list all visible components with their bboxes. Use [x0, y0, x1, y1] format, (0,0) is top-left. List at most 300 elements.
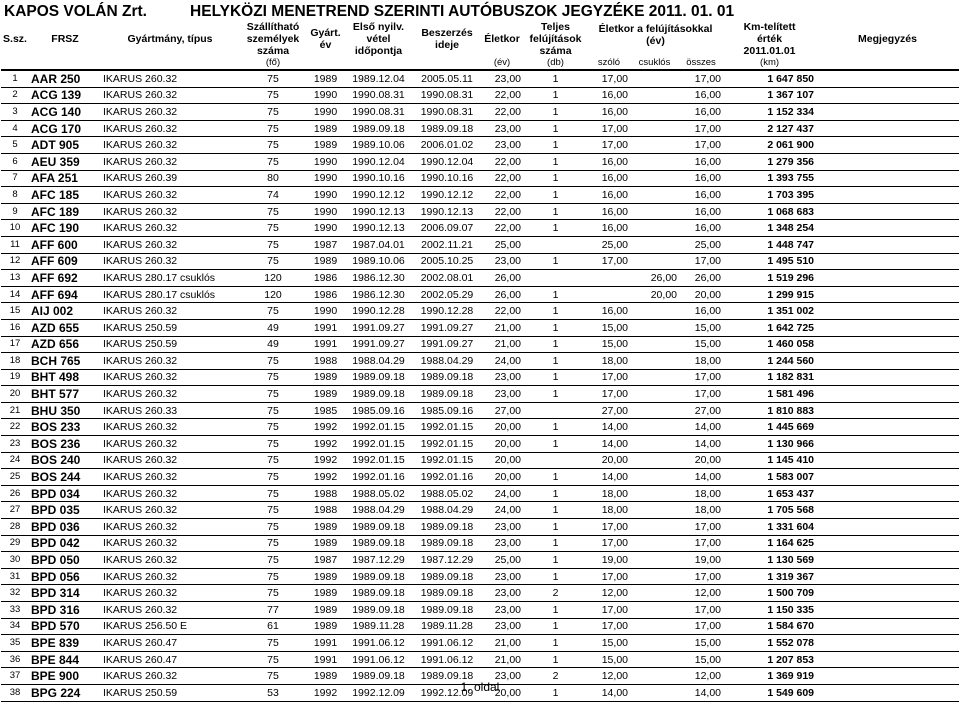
header-spacer-cell	[588, 49, 723, 57]
table-row	[1, 469, 959, 486]
acquisition-date: 1989.09.18	[413, 585, 481, 602]
age-total: 20,00	[679, 286, 723, 303]
plate-number: AFC 190	[29, 220, 101, 237]
remark	[816, 436, 959, 453]
acquisition-date: 1989.09.18	[413, 668, 481, 685]
capacity: 75	[239, 502, 307, 519]
renovation-count: 1	[523, 120, 588, 137]
km-value: 1 150 335	[723, 602, 816, 619]
row-number: 14	[1, 286, 29, 303]
age: 23,00	[481, 535, 523, 552]
plate-number: BOS 236	[29, 436, 101, 453]
row-number: 31	[1, 568, 29, 585]
km-value: 1 182 831	[723, 369, 816, 386]
km-value: 1 207 853	[723, 651, 816, 668]
km-value: 1 549 609	[723, 684, 816, 701]
remark	[816, 585, 959, 602]
remark	[816, 602, 959, 619]
build-year: 1986	[307, 270, 344, 287]
build-year: 1988	[307, 502, 344, 519]
age-total: 17,00	[679, 369, 723, 386]
row-number: 24	[1, 452, 29, 469]
age-solo: 14,00	[588, 684, 630, 701]
company-name: KAPOS VOLÁN Zrt.	[4, 3, 147, 20]
capacity: 75	[239, 436, 307, 453]
km-value: 1 583 007	[723, 469, 816, 486]
build-year: 1992	[307, 684, 344, 701]
renovation-count: 1	[523, 568, 588, 585]
capacity: 75	[239, 651, 307, 668]
age-solo: 17,00	[588, 618, 630, 635]
acquisition-date: 1985.09.16	[413, 402, 481, 419]
build-year: 1989	[307, 618, 344, 635]
table-row	[1, 270, 959, 287]
table-row	[1, 153, 959, 170]
renovation-count: 1	[523, 436, 588, 453]
unit-empty	[29, 57, 101, 70]
age: 22,00	[481, 153, 523, 170]
build-year: 1991	[307, 336, 344, 353]
plate-number: AZD 655	[29, 319, 101, 336]
bus-type: IKARUS 250.59	[101, 336, 239, 353]
age-articulated	[630, 469, 679, 486]
renovation-count: 1	[523, 618, 588, 635]
remark	[816, 70, 959, 87]
capacity: 75	[239, 253, 307, 270]
row-number: 33	[1, 602, 29, 619]
col-eletkor: Életkor	[484, 33, 520, 45]
first-registration: 1989.09.18	[344, 668, 413, 685]
first-registration: 1989.09.18	[344, 535, 413, 552]
first-registration: 1990.12.13	[344, 220, 413, 237]
age-total: 14,00	[679, 419, 723, 436]
age-solo	[588, 286, 630, 303]
table-row	[1, 120, 959, 137]
plate-number: BPE 839	[29, 635, 101, 652]
age-solo	[588, 270, 630, 287]
col-gyart-line1: Gyárt.	[310, 27, 341, 39]
plate-number: ACG 139	[29, 87, 101, 104]
bus-type: IKARUS 260.32	[101, 104, 239, 121]
km-value: 2 061 900	[723, 137, 816, 154]
unit-empty	[307, 57, 344, 70]
km-value: 1 130 966	[723, 436, 816, 453]
age: 22,00	[481, 187, 523, 204]
plate-number: BPD 034	[29, 485, 101, 502]
acquisition-date: 1991.06.12	[413, 651, 481, 668]
km-value: 1 351 002	[723, 303, 816, 320]
km-value: 1 130 569	[723, 552, 816, 569]
table-row	[1, 436, 959, 453]
age-total: 17,00	[679, 70, 723, 87]
plate-number: BPE 900	[29, 668, 101, 685]
plate-number: ADT 905	[29, 137, 101, 154]
bus-type: IKARUS 260.32	[101, 452, 239, 469]
col-eletkor-fel	[588, 21, 723, 49]
age: 22,00	[481, 170, 523, 187]
renovation-count: 1	[523, 220, 588, 237]
plate-number: BPE 844	[29, 651, 101, 668]
age-solo: 15,00	[588, 651, 630, 668]
age-total: 15,00	[679, 336, 723, 353]
bus-type: IKARUS 250.59	[101, 319, 239, 336]
age: 24,00	[481, 502, 523, 519]
col-teljes-line2: felújítások	[529, 33, 582, 45]
table-row	[1, 402, 959, 419]
col-eletkor-fel-line1: Életkor a felújításokkal	[598, 23, 713, 35]
km-value: 1 500 709	[723, 585, 816, 602]
age-total: 18,00	[679, 502, 723, 519]
renovation-count: 1	[523, 137, 588, 154]
table-row	[1, 602, 959, 619]
age: 21,00	[481, 651, 523, 668]
age-solo: 16,00	[588, 303, 630, 320]
plate-number: BHT 498	[29, 369, 101, 386]
first-registration: 1992.12.09	[344, 684, 413, 701]
remark	[816, 568, 959, 585]
age-solo: 15,00	[588, 635, 630, 652]
age-articulated	[630, 651, 679, 668]
km-value: 1 448 747	[723, 236, 816, 253]
km-value: 1 319 367	[723, 568, 816, 585]
plate-number: BPG 224	[29, 684, 101, 701]
km-value: 1 653 437	[723, 485, 816, 502]
plate-number: AEU 359	[29, 153, 101, 170]
capacity: 75	[239, 419, 307, 436]
age-total: 18,00	[679, 353, 723, 370]
age-solo: 17,00	[588, 253, 630, 270]
age: 23,00	[481, 602, 523, 619]
age-total: 19,00	[679, 552, 723, 569]
capacity: 75	[239, 535, 307, 552]
renovation-count: 1	[523, 203, 588, 220]
km-value: 1 331 604	[723, 519, 816, 536]
age-solo: 15,00	[588, 319, 630, 336]
row-number: 12	[1, 253, 29, 270]
table-row	[1, 87, 959, 104]
remark	[816, 386, 959, 403]
unit-km: (km)	[723, 57, 816, 70]
capacity: 75	[239, 402, 307, 419]
acquisition-date: 1990.08.31	[413, 104, 481, 121]
col-szallithato-line3: száma	[256, 45, 290, 57]
remark	[816, 552, 959, 569]
plate-number: BPD 050	[29, 552, 101, 569]
km-value: 1 705 568	[723, 502, 816, 519]
first-registration: 1992.01.15	[344, 452, 413, 469]
age-total: 17,00	[679, 386, 723, 403]
age-solo: 17,00	[588, 535, 630, 552]
age-solo: 14,00	[588, 436, 630, 453]
units-row	[1, 57, 959, 70]
acquisition-date: 1989.09.18	[413, 120, 481, 137]
bus-type: IKARUS 260.32	[101, 535, 239, 552]
capacity: 75	[239, 585, 307, 602]
build-year: 1989	[307, 120, 344, 137]
row-number: 18	[1, 353, 29, 370]
plate-number: BPD 035	[29, 502, 101, 519]
row-number: 16	[1, 319, 29, 336]
row-number: 38	[1, 684, 29, 701]
row-number: 11	[1, 236, 29, 253]
age-articulated	[630, 303, 679, 320]
age: 25,00	[481, 552, 523, 569]
col-teljes-line1: Teljes	[541, 21, 570, 33]
renovation-count: 1	[523, 502, 588, 519]
age: 22,00	[481, 303, 523, 320]
col-eletkor-fel-line2: (év)	[646, 35, 665, 47]
plate-number: BPD 056	[29, 568, 101, 585]
age-total: 25,00	[679, 236, 723, 253]
age: 24,00	[481, 485, 523, 502]
age-total: 16,00	[679, 220, 723, 237]
plate-number: BOS 244	[29, 469, 101, 486]
age-total: 14,00	[679, 436, 723, 453]
age-total: 17,00	[679, 602, 723, 619]
acquisition-date: 1988.04.29	[413, 353, 481, 370]
plate-number: BPD 036	[29, 519, 101, 536]
age-solo: 16,00	[588, 104, 630, 121]
table-row	[1, 303, 959, 320]
age-solo: 17,00	[588, 120, 630, 137]
bus-type: IKARUS 260.32	[101, 120, 239, 137]
table-row	[1, 170, 959, 187]
bus-type: IKARUS 260.32	[101, 602, 239, 619]
col-km-line3: 2011.01.01	[743, 45, 796, 57]
remark	[816, 336, 959, 353]
bus-type: IKARUS 260.32	[101, 253, 239, 270]
first-registration: 1989.09.18	[344, 369, 413, 386]
col-szallithato-line2: személyek	[246, 33, 300, 45]
unit-osszes: összes	[679, 57, 723, 70]
capacity: 75	[239, 386, 307, 403]
first-registration: 1992.01.16	[344, 469, 413, 486]
row-number: 37	[1, 668, 29, 685]
row-number: 35	[1, 635, 29, 652]
renovation-count: 1	[523, 535, 588, 552]
build-year: 1990	[307, 87, 344, 104]
age: 22,00	[481, 203, 523, 220]
row-number: 27	[1, 502, 29, 519]
renovation-count: 1	[523, 651, 588, 668]
capacity: 75	[239, 519, 307, 536]
age-total: 16,00	[679, 170, 723, 187]
remark	[816, 286, 959, 303]
table-row	[1, 253, 959, 270]
age: 20,00	[481, 684, 523, 701]
bus-type: IKARUS 260.47	[101, 651, 239, 668]
first-registration: 1992.01.15	[344, 436, 413, 453]
age-solo: 17,00	[588, 519, 630, 536]
km-value: 1 584 670	[723, 618, 816, 635]
build-year: 1989	[307, 668, 344, 685]
acquisition-date: 1990.08.31	[413, 87, 481, 104]
col-elso-line2: vétel	[366, 33, 391, 45]
col-beszerzes-line2: ideje	[435, 39, 459, 51]
col-teljes	[523, 21, 588, 57]
table-row	[1, 452, 959, 469]
first-registration: 1989.09.18	[344, 568, 413, 585]
plate-number: AIJ 002	[29, 303, 101, 320]
build-year: 1990	[307, 170, 344, 187]
row-number: 21	[1, 402, 29, 419]
capacity: 75	[239, 452, 307, 469]
col-km-line2: érték	[756, 33, 783, 45]
bus-type: IKARUS 260.32	[101, 153, 239, 170]
row-number: 22	[1, 419, 29, 436]
acquisition-date: 2006.01.02	[413, 137, 481, 154]
remark	[816, 519, 959, 536]
km-value: 1 703 395	[723, 187, 816, 204]
bus-type: IKARUS 260.32	[101, 187, 239, 204]
remark	[816, 402, 959, 419]
capacity: 75	[239, 220, 307, 237]
age-articulated	[630, 187, 679, 204]
row-number: 20	[1, 386, 29, 403]
age-total: 16,00	[679, 153, 723, 170]
build-year: 1989	[307, 369, 344, 386]
age-articulated	[630, 336, 679, 353]
capacity: 75	[239, 369, 307, 386]
age-total: 27,00	[679, 402, 723, 419]
first-registration: 1987.12.29	[344, 552, 413, 569]
bus-type: IKARUS 260.32	[101, 353, 239, 370]
remark	[816, 651, 959, 668]
row-number: 28	[1, 519, 29, 536]
build-year: 1987	[307, 236, 344, 253]
bus-type: IKARUS 260.32	[101, 552, 239, 569]
renovation-count: 1	[523, 253, 588, 270]
age-solo: 17,00	[588, 386, 630, 403]
age-solo: 20,00	[588, 452, 630, 469]
capacity: 75	[239, 668, 307, 685]
acquisition-date: 1989.09.18	[413, 519, 481, 536]
age-total: 16,00	[679, 104, 723, 121]
first-registration: 1989.09.18	[344, 120, 413, 137]
age-articulated	[630, 585, 679, 602]
acquisition-date: 1989.09.18	[413, 369, 481, 386]
build-year: 1990	[307, 220, 344, 237]
acquisition-date: 1992.01.15	[413, 452, 481, 469]
row-number: 17	[1, 336, 29, 353]
col-teljes-line3: száma	[539, 45, 572, 57]
plate-number: BPD 570	[29, 618, 101, 635]
remark	[816, 369, 959, 386]
bus-type: IKARUS 260.32	[101, 419, 239, 436]
remark	[816, 452, 959, 469]
bus-type: IKARUS 260.32	[101, 386, 239, 403]
bus-type: IKARUS 260.32	[101, 469, 239, 486]
renovation-count: 1	[523, 602, 588, 619]
remark	[816, 253, 959, 270]
renovation-count: 1	[523, 469, 588, 486]
row-number: 15	[1, 303, 29, 320]
row-number: 9	[1, 203, 29, 220]
age-articulated	[630, 220, 679, 237]
age-articulated	[630, 436, 679, 453]
age-solo: 17,00	[588, 137, 630, 154]
renovation-count: 1	[523, 485, 588, 502]
capacity: 75	[239, 203, 307, 220]
renovation-count: 1	[523, 336, 588, 353]
remark	[816, 535, 959, 552]
bus-type: IKARUS 260.32	[101, 502, 239, 519]
build-year: 1989	[307, 137, 344, 154]
remark	[816, 120, 959, 137]
age: 23,00	[481, 253, 523, 270]
plate-number: BOS 240	[29, 452, 101, 469]
bus-type: IKARUS 260.32	[101, 519, 239, 536]
age-solo: 25,00	[588, 236, 630, 253]
build-year: 1987	[307, 552, 344, 569]
age: 21,00	[481, 635, 523, 652]
unit-db: (db)	[523, 57, 588, 70]
plate-number: BOS 233	[29, 419, 101, 436]
acquisition-date: 1990.12.13	[413, 203, 481, 220]
unit-fo: (fő)	[239, 57, 307, 70]
col-szallithato-line1: Szállítható	[246, 21, 300, 33]
km-value: 1 348 254	[723, 220, 816, 237]
km-value: 1 299 915	[723, 286, 816, 303]
capacity: 49	[239, 319, 307, 336]
remark	[816, 485, 959, 502]
build-year: 1990	[307, 303, 344, 320]
col-gyart	[307, 21, 344, 57]
remark	[816, 137, 959, 154]
acquisition-date: 2005.10.25	[413, 253, 481, 270]
plate-number: AFF 609	[29, 253, 101, 270]
km-value: 1 367 107	[723, 87, 816, 104]
age-solo: 16,00	[588, 203, 630, 220]
acquisition-date: 1991.06.12	[413, 635, 481, 652]
age: 26,00	[481, 270, 523, 287]
renovation-count: 1	[523, 286, 588, 303]
row-number: 1	[1, 70, 29, 87]
first-registration: 1991.06.12	[344, 635, 413, 652]
age: 22,00	[481, 87, 523, 104]
age: 23,00	[481, 519, 523, 536]
renovation-count: 1	[523, 303, 588, 320]
capacity: 75	[239, 469, 307, 486]
build-year: 1990	[307, 203, 344, 220]
age-solo: 18,00	[588, 502, 630, 519]
first-registration: 1987.04.01	[344, 236, 413, 253]
capacity: 75	[239, 137, 307, 154]
table-row	[1, 585, 959, 602]
page-number: 1. oldal	[460, 680, 500, 694]
plate-number: ACG 140	[29, 104, 101, 121]
renovation-count: 1	[523, 684, 588, 701]
plate-number: AAR 250	[29, 70, 101, 87]
age-total: 17,00	[679, 535, 723, 552]
capacity: 75	[239, 70, 307, 87]
age-total: 12,00	[679, 668, 723, 685]
table-row	[1, 187, 959, 204]
renovation-count: 1	[523, 87, 588, 104]
acquisition-date: 1992.01.16	[413, 469, 481, 486]
age-solo: 16,00	[588, 87, 630, 104]
register-title: HELYKÖZI MENETREND SZERINTI AUTÓBUSZOK JEGYZÉKE 2011. 01. 01	[190, 3, 735, 20]
bus-type: IKARUS 280.17 csuklós	[101, 270, 239, 287]
age-solo: 16,00	[588, 170, 630, 187]
age-articulated	[630, 236, 679, 253]
km-value: 1 642 725	[723, 319, 816, 336]
col-szallithato	[239, 21, 307, 57]
capacity: 75	[239, 120, 307, 137]
km-value: 1 145 410	[723, 452, 816, 469]
first-registration: 1990.08.31	[344, 104, 413, 121]
age: 20,00	[481, 436, 523, 453]
